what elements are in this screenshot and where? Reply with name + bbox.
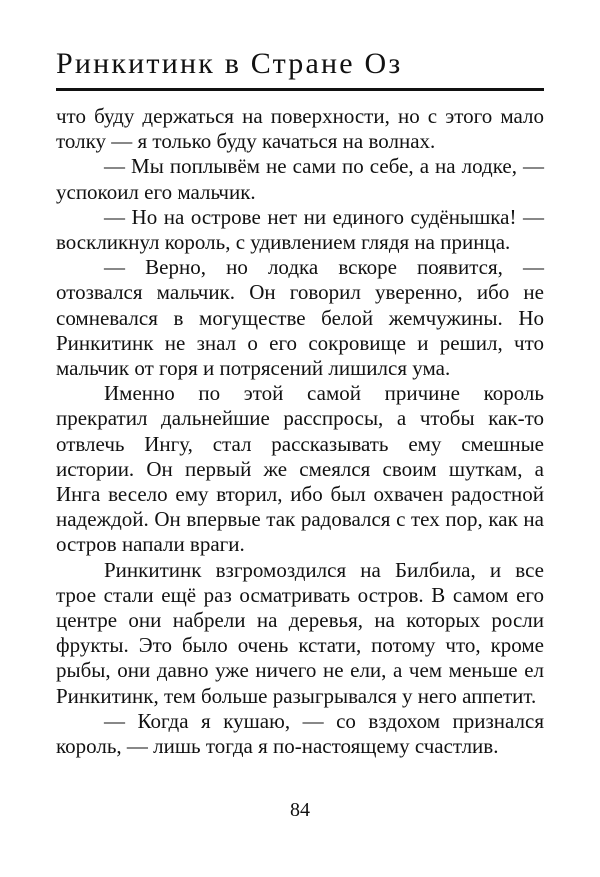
paragraph: Ринкитинк взгромоздился на Билбила, и все трое стали ещё раз осматривать остров. В самом его центре они набрели на деревья, на которых росли фрукты. Это было очень кстати, потому что, кроме рыбы, они давно уже ничего не ели, а чем меньше ел Ринкитинк, тем больше разыгрывался у него аппетит. bbox=[56, 557, 544, 708]
paragraph: — Верно, но лодка вскоре появится, — отозвался мальчик. Он говорил уверенно, ибо не сомневался в могуществе белой жемчужины. Но Ринкитинк не знал о его сокровище и решил, что мальчик от горя и потрясений лишился ума. bbox=[56, 255, 544, 381]
page-number: 84 bbox=[290, 799, 310, 821]
paragraph-continued: что буду держаться на поверхности, но с этого мало толку — я только буду качаться на волнах. bbox=[56, 104, 544, 154]
header-rule bbox=[56, 88, 544, 91]
paragraph: — Но на острове нет ни единого судёнышка! — воскликнул король, с удивлением глядя на принца. bbox=[56, 204, 544, 255]
body-text bbox=[56, 104, 544, 759]
paragraph: — Мы поплывём не сами по себе, а на лодке, — успокоил его мальчик. bbox=[56, 154, 544, 204]
book-page bbox=[56, 0, 544, 877]
paragraph: — Когда я кушаю, — со вздохом признался король, — лишь тогда я по-настоящему счастлив. bbox=[56, 708, 544, 759]
running-head-title: Ринкитинк в Стране Оз bbox=[56, 47, 403, 80]
paragraph: Именно по этой самой причине король прекратил дальнейшие расспросы, а чтобы как-то отвлечь Ингу, стал рассказывать ему смешные истории. Он первый же смеялся своим шуткам, а Инга весело ему вторил, ибо был охвачен радостной надеждой. Он впервые так радовался с тех пор, как на остров напали враги. bbox=[56, 381, 544, 557]
